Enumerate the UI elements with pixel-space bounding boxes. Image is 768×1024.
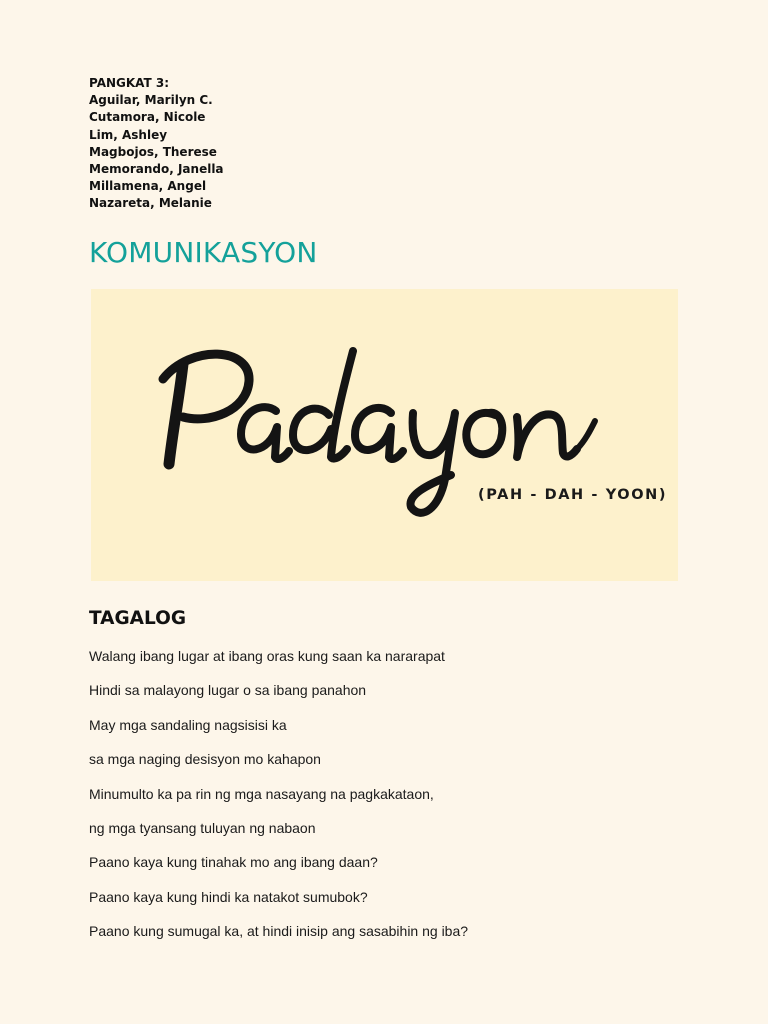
poem-line: Hindi sa malayong lugar o sa ibang panahon bbox=[89, 682, 367, 699]
member-name: Memorando, Janella bbox=[89, 162, 224, 177]
poem-line: Paano kaya kung hindi ka natakot sumubok? bbox=[89, 888, 368, 905]
document-title: KOMUNIKASYON bbox=[89, 236, 318, 269]
group-members-block bbox=[89, 75, 224, 213]
pronunciation-text: (PAH - DAH - YOON) bbox=[478, 487, 668, 503]
member-name: Millamena, Angel bbox=[89, 179, 207, 194]
poem-line: ng mga tyansang tuluyan ng nabaon bbox=[89, 819, 316, 836]
poem-line: Paano kung sumugal ka, at hindi inisip ang sasabihin ng iba? bbox=[89, 923, 469, 940]
poem-line: Minumulto ka pa rin ng mga nasayang na pagkakataon, bbox=[89, 785, 434, 802]
member-name: Aguilar, Marilyn C. bbox=[89, 93, 213, 108]
group-label: PANGKAT 3: bbox=[89, 76, 170, 90]
member-name: Magbojos, Therese bbox=[89, 144, 217, 159]
member-name: Nazareta, Melanie bbox=[89, 196, 212, 211]
member-name: Lim, Ashley bbox=[89, 127, 168, 142]
poem-line: May mga sandaling nagsisisi ka bbox=[89, 716, 287, 733]
poem-line: Walang ibang lugar at ibang oras kung saan ka nararapat bbox=[89, 648, 445, 664]
poem-line: Paano kaya kung tinahak mo ang ibang daan? bbox=[89, 854, 378, 871]
section-heading: TAGALOG bbox=[89, 608, 187, 629]
padayon-banner-image bbox=[91, 289, 678, 581]
poem-line: sa mga naging desisyon mo kahapon bbox=[89, 751, 321, 768]
padayon-script-lettering bbox=[91, 289, 678, 581]
poem-lines bbox=[89, 648, 468, 958]
member-name: Cutamora, Nicole bbox=[89, 110, 206, 125]
